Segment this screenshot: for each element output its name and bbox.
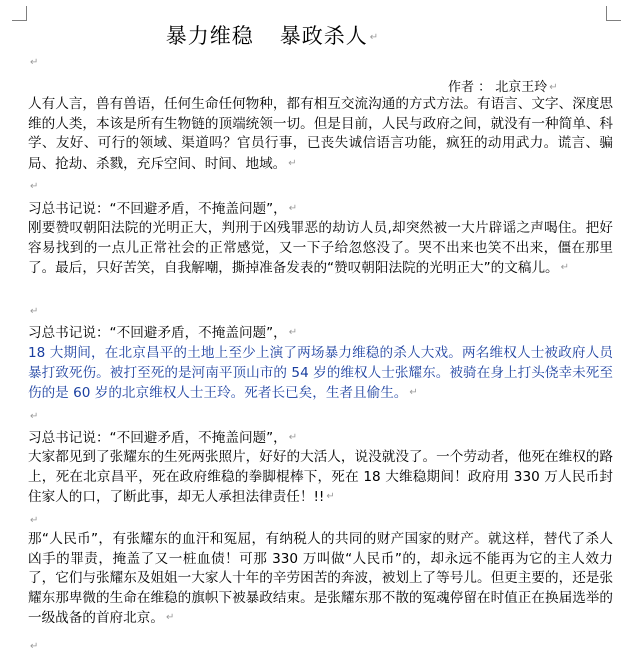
body-paragraph	[28, 344, 613, 403]
empty-paragraph	[28, 52, 38, 71]
quote-text: 习总书记说：“不回避矛盾，不掩盖问题”，	[28, 429, 287, 446]
paragraph-mark-icon: ↵	[288, 327, 298, 338]
paragraph-mark-icon: ↵	[326, 491, 335, 502]
quote-line	[28, 199, 613, 219]
paragraph-mark-icon: ↵	[30, 181, 39, 192]
quote-line	[28, 428, 613, 448]
paragraph-text: 那“人民币”，有张耀东的血汗和冤屈，有纳税人的共同的财产国家的财产。就这样，替代了杀人凶手的罪责，掩盖了又一桩血债！可那 330 万叫做“人民币”的，却永远不能再为它的主人效力了，它们与张耀东及姐姐一大家人十年的辛劳困苦的奔波，被划上了等号儿。但更主要的，还是张耀东那卑微的生命在维稳的旗帜下被暴政结束。是张耀东那不散的冤魂停留在时值正在换届选举的一级战备的首府北京。	[28, 531, 613, 626]
author-label: 作者 ：	[448, 80, 492, 95]
body-paragraph	[28, 448, 613, 507]
quote-text: 习总书记说：“不回避矛盾，不掩盖问题”，	[28, 200, 287, 217]
paragraph-mark-icon: ↵	[369, 32, 380, 43]
empty-paragraph	[28, 176, 38, 195]
paragraph-mark-icon: ↵	[30, 411, 39, 422]
paragraph-mark-icon: ↵	[288, 432, 298, 443]
author-name: 北京王玲	[495, 80, 548, 95]
paragraph-mark-icon: ↵	[30, 57, 39, 68]
quote-text: 习总书记说：“不回避矛盾，不掩盖问题”，	[28, 324, 287, 341]
paragraph-mark-icon: ↵	[30, 515, 39, 526]
paragraph-mark-icon: ↵	[30, 641, 39, 652]
paragraph-mark-icon: ↵	[288, 157, 297, 169]
page-corner-mark-left	[12, 6, 27, 21]
title-left: 暴力维稳	[165, 24, 254, 48]
paragraph-mark-icon: ↵	[288, 203, 298, 214]
document-title	[0, 20, 545, 50]
paragraph-mark-icon: ↵	[409, 387, 418, 398]
quote-line	[28, 323, 613, 343]
empty-paragraph	[28, 636, 38, 655]
page-corner-mark-right	[606, 6, 621, 21]
title-right: 暴政杀人	[279, 24, 368, 48]
paragraph-mark-icon: ↵	[30, 306, 39, 317]
paragraph-text: 18 大期间，在北京昌平的土地上至少上演了两场暴力维稳的杀人大戏。两名维权人士被政府人员暴打致死伤。被打至死的是河南平顶山市的 54 岁的维权人士张耀东。被骑在身上打头侥幸未死至伤的是 60 岁的北京维权人士王玲。死者长已矣，生者且偷生。	[28, 345, 613, 401]
author-line	[448, 76, 558, 95]
empty-paragraph	[28, 406, 38, 425]
paragraph-text: 人有人言，兽有兽语，任何生命任何物种，都有相互交流沟通的方式方法。有语言、文字、深度思维的人类，本该是所有生物链的顶端统领一切。但是目前，人民与政府之间，就没有一种简单、科学、友好、可行的领域、渠道吗？官员行事，已丧失诚信语言功能，疯狂的动用武力。谎言、骗局、抢劫、杀戮，充斥空间、时间、地域。	[28, 96, 613, 172]
paragraph-text: 大家都见到了张耀东的生死两张照片，好好的大活人，说没就没了。一个劳动者，他死在维权的路上，死在北京昌平，死在政府维稳的拳脚棍棒下，死在 18 大维稳期间！政府用 330 万人民币封住家人的口，了断此事，却无人承担法律责任！!!	[28, 449, 613, 505]
paragraph-mark-icon: ↵	[165, 612, 175, 623]
paragraph-text: 刚要赞叹朝阳法院的光明正大，判刑于凶残罪恶的劫访人员,却突然被一大片辟谣之声喝住。把好容易找到的一点儿正常社会的正常感觉，又一下子给忽悠没了。哭不出来也笑不出来，僵在那里了。最后，只好苦笑，自我解嘲，撕掉准备发表的“赞叹朝阳法院的光明正大”的文稿儿。	[28, 220, 613, 276]
empty-paragraph	[28, 301, 38, 320]
body-paragraph	[28, 219, 613, 278]
body-paragraph	[28, 530, 613, 628]
empty-paragraph	[28, 510, 38, 529]
paragraph-mark-icon: ↵	[560, 262, 570, 273]
body-paragraph	[28, 95, 613, 174]
paragraph-mark-icon: ↵	[549, 82, 558, 93]
